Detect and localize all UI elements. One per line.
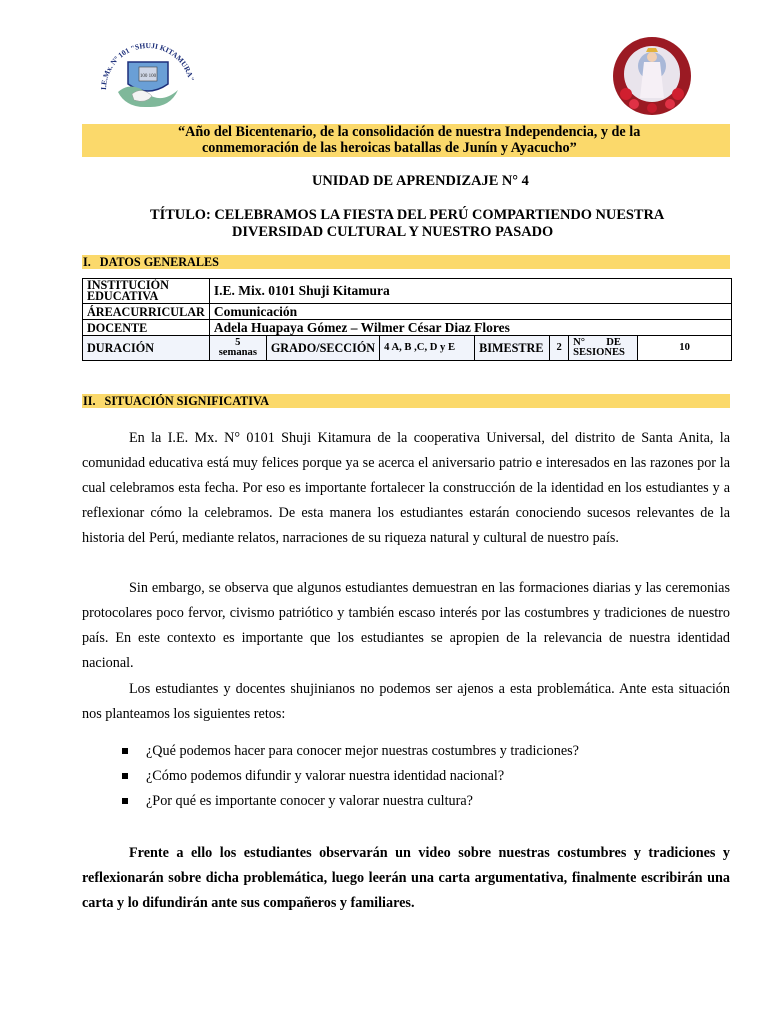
conclusion-text: Frente a ello los estudiantes observarán un video sobre nuestras costumbres y tradiciones y reflexionarán sobre dicha problemática, luego leerán una carta argumentativa, finalmente escribirán una carta y lo difundirán ante sus compañeros y familiares. [82,845,730,911]
section-title: SITUACIÓN SIGNIFICATIVA [104,394,270,408]
list-item-text: ¿Qué podemos hacer para conocer mejor nuestras costumbres y tradiciones? [146,743,579,759]
paragraph-3-text: Los estudiantes y docentes shujinianos no podemos ser ajenos a esta problemática. Ante esta situación nos planteamos los siguientes retos: [82,681,730,722]
paragraph-2-text: Sin embargo, se observa que algunos estudiantes demuestran en las formaciones diarias y las ceremonias protocolares poco fervor, civismo patriótico y también escaso interés por las costumbres y tradiciones de nuestro país. En este contexto es importante que los estudiantes se apropien de la relevancia de nuestra identidad nacional. [82,580,730,671]
section-number: I. [83,255,91,269]
bullet-square-icon [122,748,128,754]
conclusion-paragraph [82,841,730,916]
year-motto-banner [82,124,730,157]
paragraph-2 [82,576,730,676]
table-row [83,304,732,320]
list-item-text: ¿Cómo podemos difundir y valorar nuestra identidad nacional? [146,768,505,784]
grado-value: 4 A, B ,C, D y E [380,336,475,361]
banner-line-1: “Año del Bicentenario, de la consolidación de nuestra Independencia, y de la [178,124,641,140]
area-label: ÁREACURRICULAR [83,304,210,320]
institucion-value: I.E. Mix. 0101 Shuji Kitamura [209,279,731,304]
document-title-line-2: DIVERSIDAD CULTURAL Y NUESTRO PASADO [232,224,554,240]
paragraph-3 [82,677,730,727]
table-row [83,336,732,361]
bullet-square-icon [122,773,128,779]
paragraph-1-text: En la I.E. Mx. N° 0101 Shuji Kitamura de la cooperativa Universal, del distrito de Santa Anita, la comunidad educativa está muy felices porque ya se acerca el aniversario patrio e interesados en las razones por la cual celebramos esta fecha. Por eso es importante fortalecer la construcción de la identidad en los estudiantes y a reflexionar cómo la celebramos. De esta manera los estudiantes estarán conociendo sucesos relevantes de la historia del Perú, mediante relatos, narraciones de su riqueza natural y cultural de nuestro país. [82,430,730,546]
bimestre-label: BIMESTRE [475,336,550,361]
institucion-label: INSTITUCIÓN EDUCATIVA [83,279,210,304]
grado-label: GRADO/SECCIÓN [266,336,379,361]
logo-left-inner: 100 100 [139,74,157,79]
unit-title: UNIDAD DE APRENDIZAJE N° 4 [312,173,529,189]
area-value: Comunicación [209,304,731,320]
paragraph-1 [82,426,730,551]
school-logo [92,34,204,110]
list-item-text: ¿Por qué es importante conocer y valorar nuestra cultura? [146,793,473,809]
banner-line-2: conmemoración de las heroicas batallas de Junín y Ayacucho” [202,140,577,156]
virgin-image-logo [612,36,692,116]
list-item [122,789,579,814]
list-item [122,764,579,789]
document-title-line-1: TÍTULO: CELEBRAMOS LA FIESTA DEL PERÚ COMPARTIENDO NUESTRA [150,207,665,223]
docente-label: DOCENTE [83,320,210,336]
section-title: DATOS GENERALES [99,255,219,269]
docente-value: Adela Huapaya Gómez – Wilmer César Diaz Flores [209,320,731,336]
table-row [83,279,732,304]
bimestre-value: 2 [550,336,569,361]
section-number: II. [83,394,96,408]
duracion-value [209,336,266,361]
section-heading-datos-generales [82,255,730,269]
sesiones-label [569,336,638,361]
section-heading-situacion-significativa [82,394,730,408]
bullet-square-icon [122,798,128,804]
challenge-list [122,739,579,814]
sesiones-label-line-2: SESIONES [573,347,625,358]
sesiones-value: 10 [638,336,732,361]
duracion-number: 5 [235,337,241,348]
list-item [122,739,579,764]
table-row [83,320,732,336]
document-title [150,207,664,241]
logo-left-text: I.E.Mx. Nº 101 "SHUJI KITAMURA" [98,40,197,91]
general-data-table [82,278,732,361]
duracion-label: DURACIÓN [83,336,210,361]
sesiones-label-line-1: N° DE [573,337,621,348]
duracion-unit: semanas [218,347,257,358]
